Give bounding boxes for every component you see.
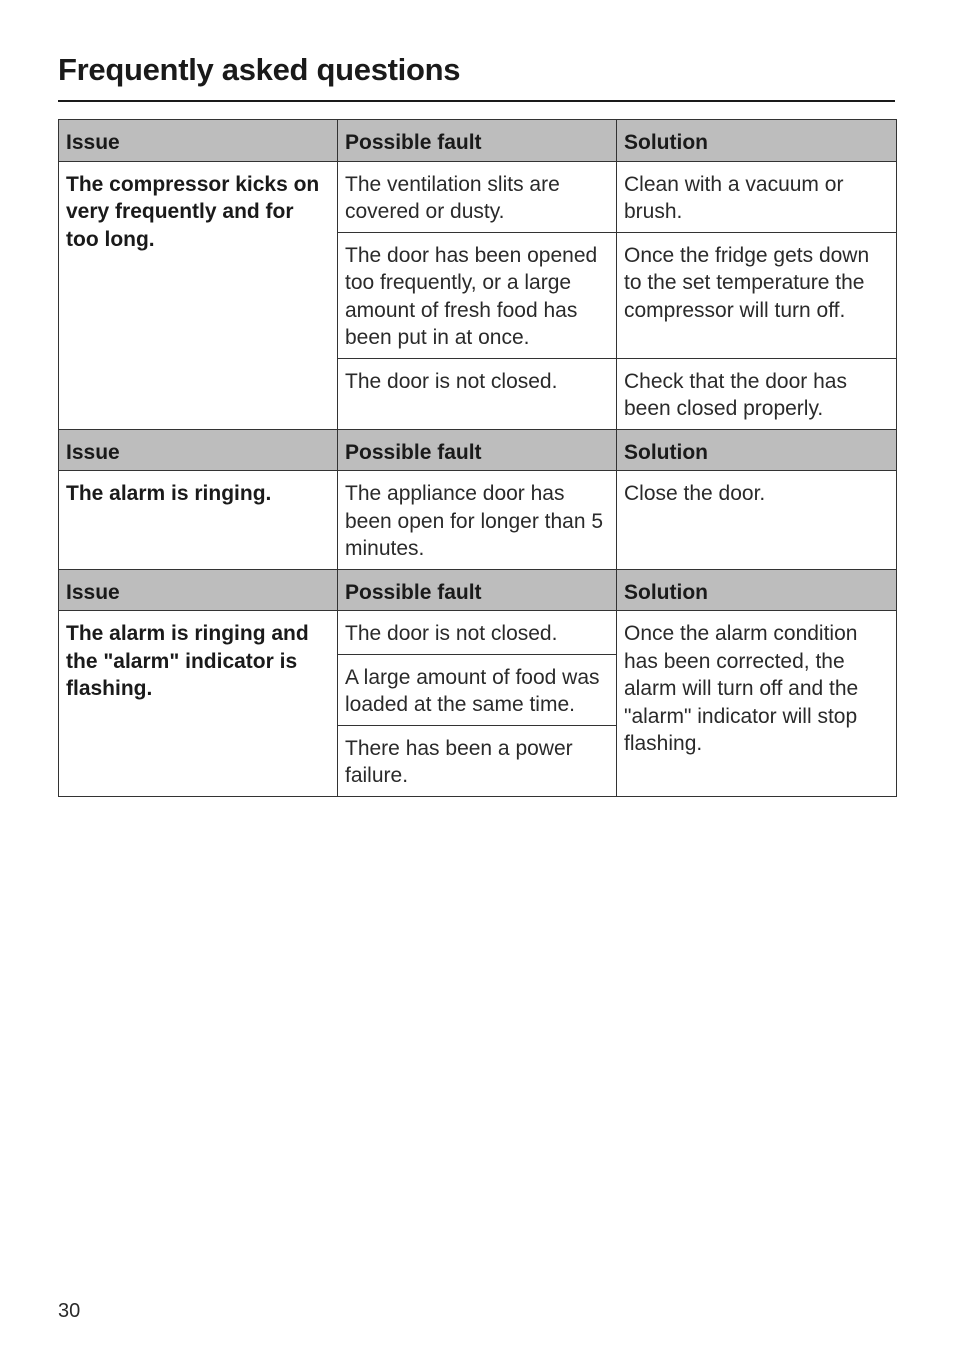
table-header-row (59, 569, 897, 611)
fault-cell: The door is not closed. (338, 611, 617, 655)
page-number: 30 (58, 1300, 81, 1322)
fault-cell: The door is not closed. (338, 358, 617, 429)
table-row (59, 161, 897, 232)
fault-cell: A large amount of food was loaded at the same time. (338, 654, 617, 725)
fault-cell: The appliance door has been open for longer than 5 minutes. (338, 471, 617, 570)
header-solution: Solution (617, 120, 897, 162)
issue-cell: The alarm is ringing and the "alarm" indicator is flashing. (59, 611, 338, 797)
fault-cell: The ventilation slits are covered or dusty. (338, 161, 617, 232)
issue-cell: The alarm is ringing. (59, 471, 338, 570)
solution-cell: Once the fridge gets down to the set temperature the compressor will turn off. (617, 232, 897, 358)
fault-cell: The door has been opened too frequently, or a large amount of fresh food has been put in at once. (338, 232, 617, 358)
solution-cell: Once the alarm condition has been corrected, the alarm will turn off and the "alarm" indicator will stop flashing. (617, 611, 897, 797)
header-issue: Issue (59, 120, 338, 162)
header-possible-fault: Possible fault (338, 569, 617, 611)
header-issue: Issue (59, 429, 338, 471)
issue-cell: The compressor kicks on very frequently and for too long. (59, 161, 338, 429)
table-row (59, 611, 897, 655)
fault-cell: There has been a power failure. (338, 725, 617, 796)
header-possible-fault: Possible fault (338, 429, 617, 471)
table-header-row (59, 120, 897, 162)
table-row (59, 471, 897, 570)
header-possible-fault: Possible fault (338, 120, 617, 162)
solution-cell: Close the door. (617, 471, 897, 570)
table-header-row (59, 429, 897, 471)
header-issue: Issue (59, 569, 338, 611)
solution-cell: Clean with a vacuum or brush. (617, 161, 897, 232)
solution-cell: Check that the door has been closed properly. (617, 358, 897, 429)
header-solution: Solution (617, 569, 897, 611)
header-solution: Solution (617, 429, 897, 471)
faq-table (58, 119, 897, 797)
title-divider (58, 100, 895, 102)
page-title: Frequently asked questions (58, 52, 461, 87)
